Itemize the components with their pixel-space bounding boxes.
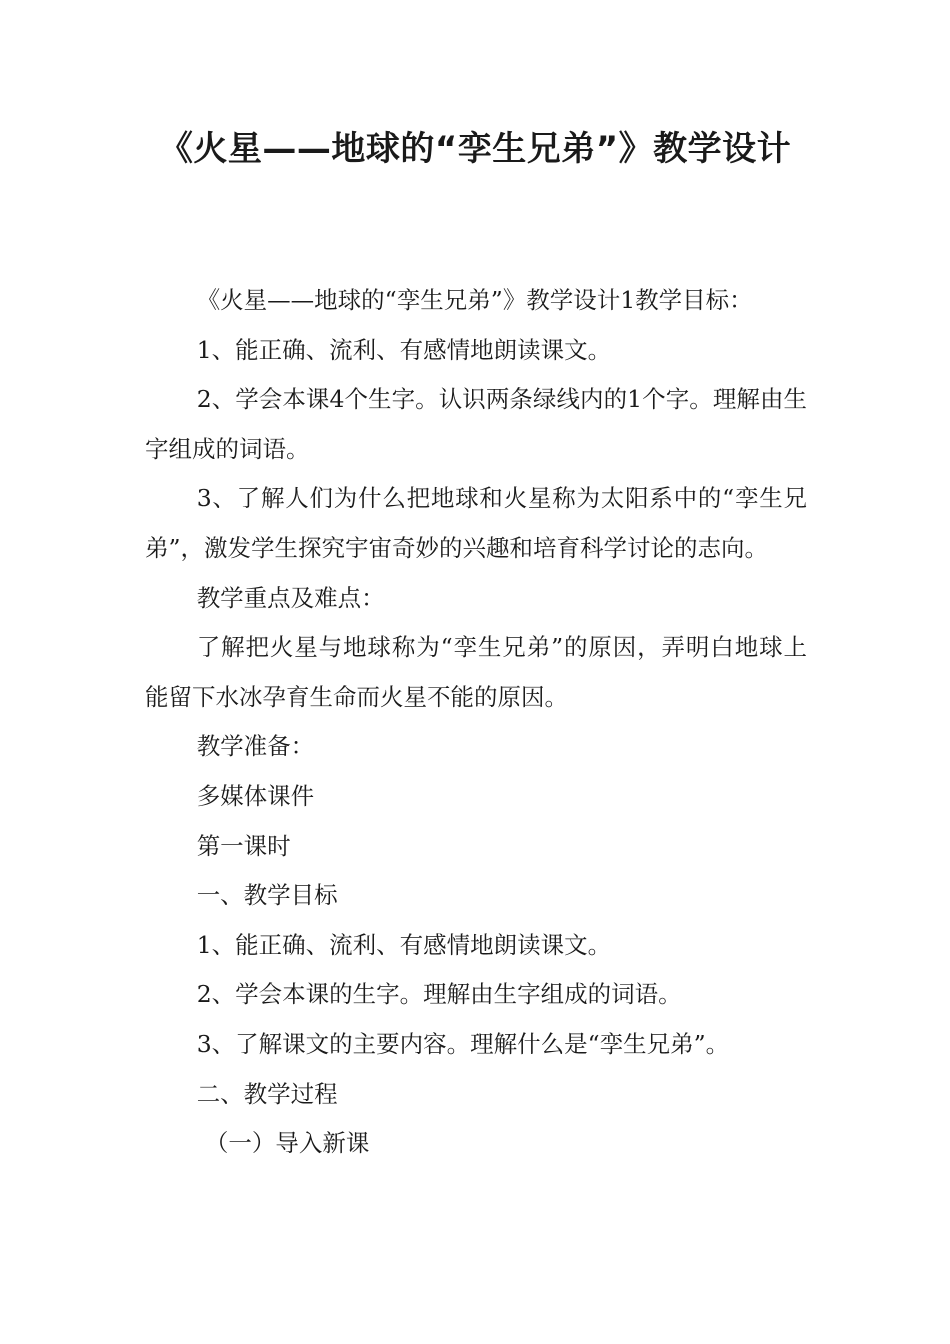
paragraph-key-points-heading: 教学重点及难点： [196,583,385,612]
paragraph-objective-2: 2、学会本课4个生字。认识两条绿线内的1个字。理解由生字组成的词语。 [145,385,807,463]
paragraph-section-process: 二、教学过程 [196,1079,338,1108]
paragraph-lesson-objective-2: 2、学会本课的生字。理解由生字组成的词语。 [196,980,682,1009]
paragraph-subsection-intro: （一）导入新课 [204,1129,370,1158]
paragraph-preparation-heading: 教学准备： [196,732,315,761]
paragraph-lesson-objective-1: 1、能正确、流利、有感情地朗读课文。 [196,930,612,959]
paragraph-intro-objectives: 《火星——地球的“孪生兄弟”》教学设计1教学目标： [196,286,753,314]
paragraph-preparation: 多媒体课件 [196,781,315,810]
paragraph-key-points: 了解把火星与地球称为“孪生兄弟”的原因，弄明白地球上能留下水冰孕育生命而火星不能的原因。 [145,633,807,711]
document-body [145,276,807,1169]
document-title: 《火星——地球的“孪生兄弟”》教学设计 [158,129,792,169]
paragraph-lesson-objective-3: 3、了解课文的主要内容。理解什么是“孪生兄弟”。 [196,1029,730,1058]
paragraph-first-lesson: 第一课时 [196,831,291,860]
paragraph-objective-3: 3、了解人们为什么把地球和火星称为太阳系中的“孪生兄弟”，激发学生探究宇宙奇妙的兴趣和培育科学讨论的志向。 [145,484,807,562]
paragraph-section-objectives: 一、教学目标 [196,881,338,910]
paragraph-objective-1: 1、能正确、流利、有感情地朗读课文。 [196,335,612,364]
